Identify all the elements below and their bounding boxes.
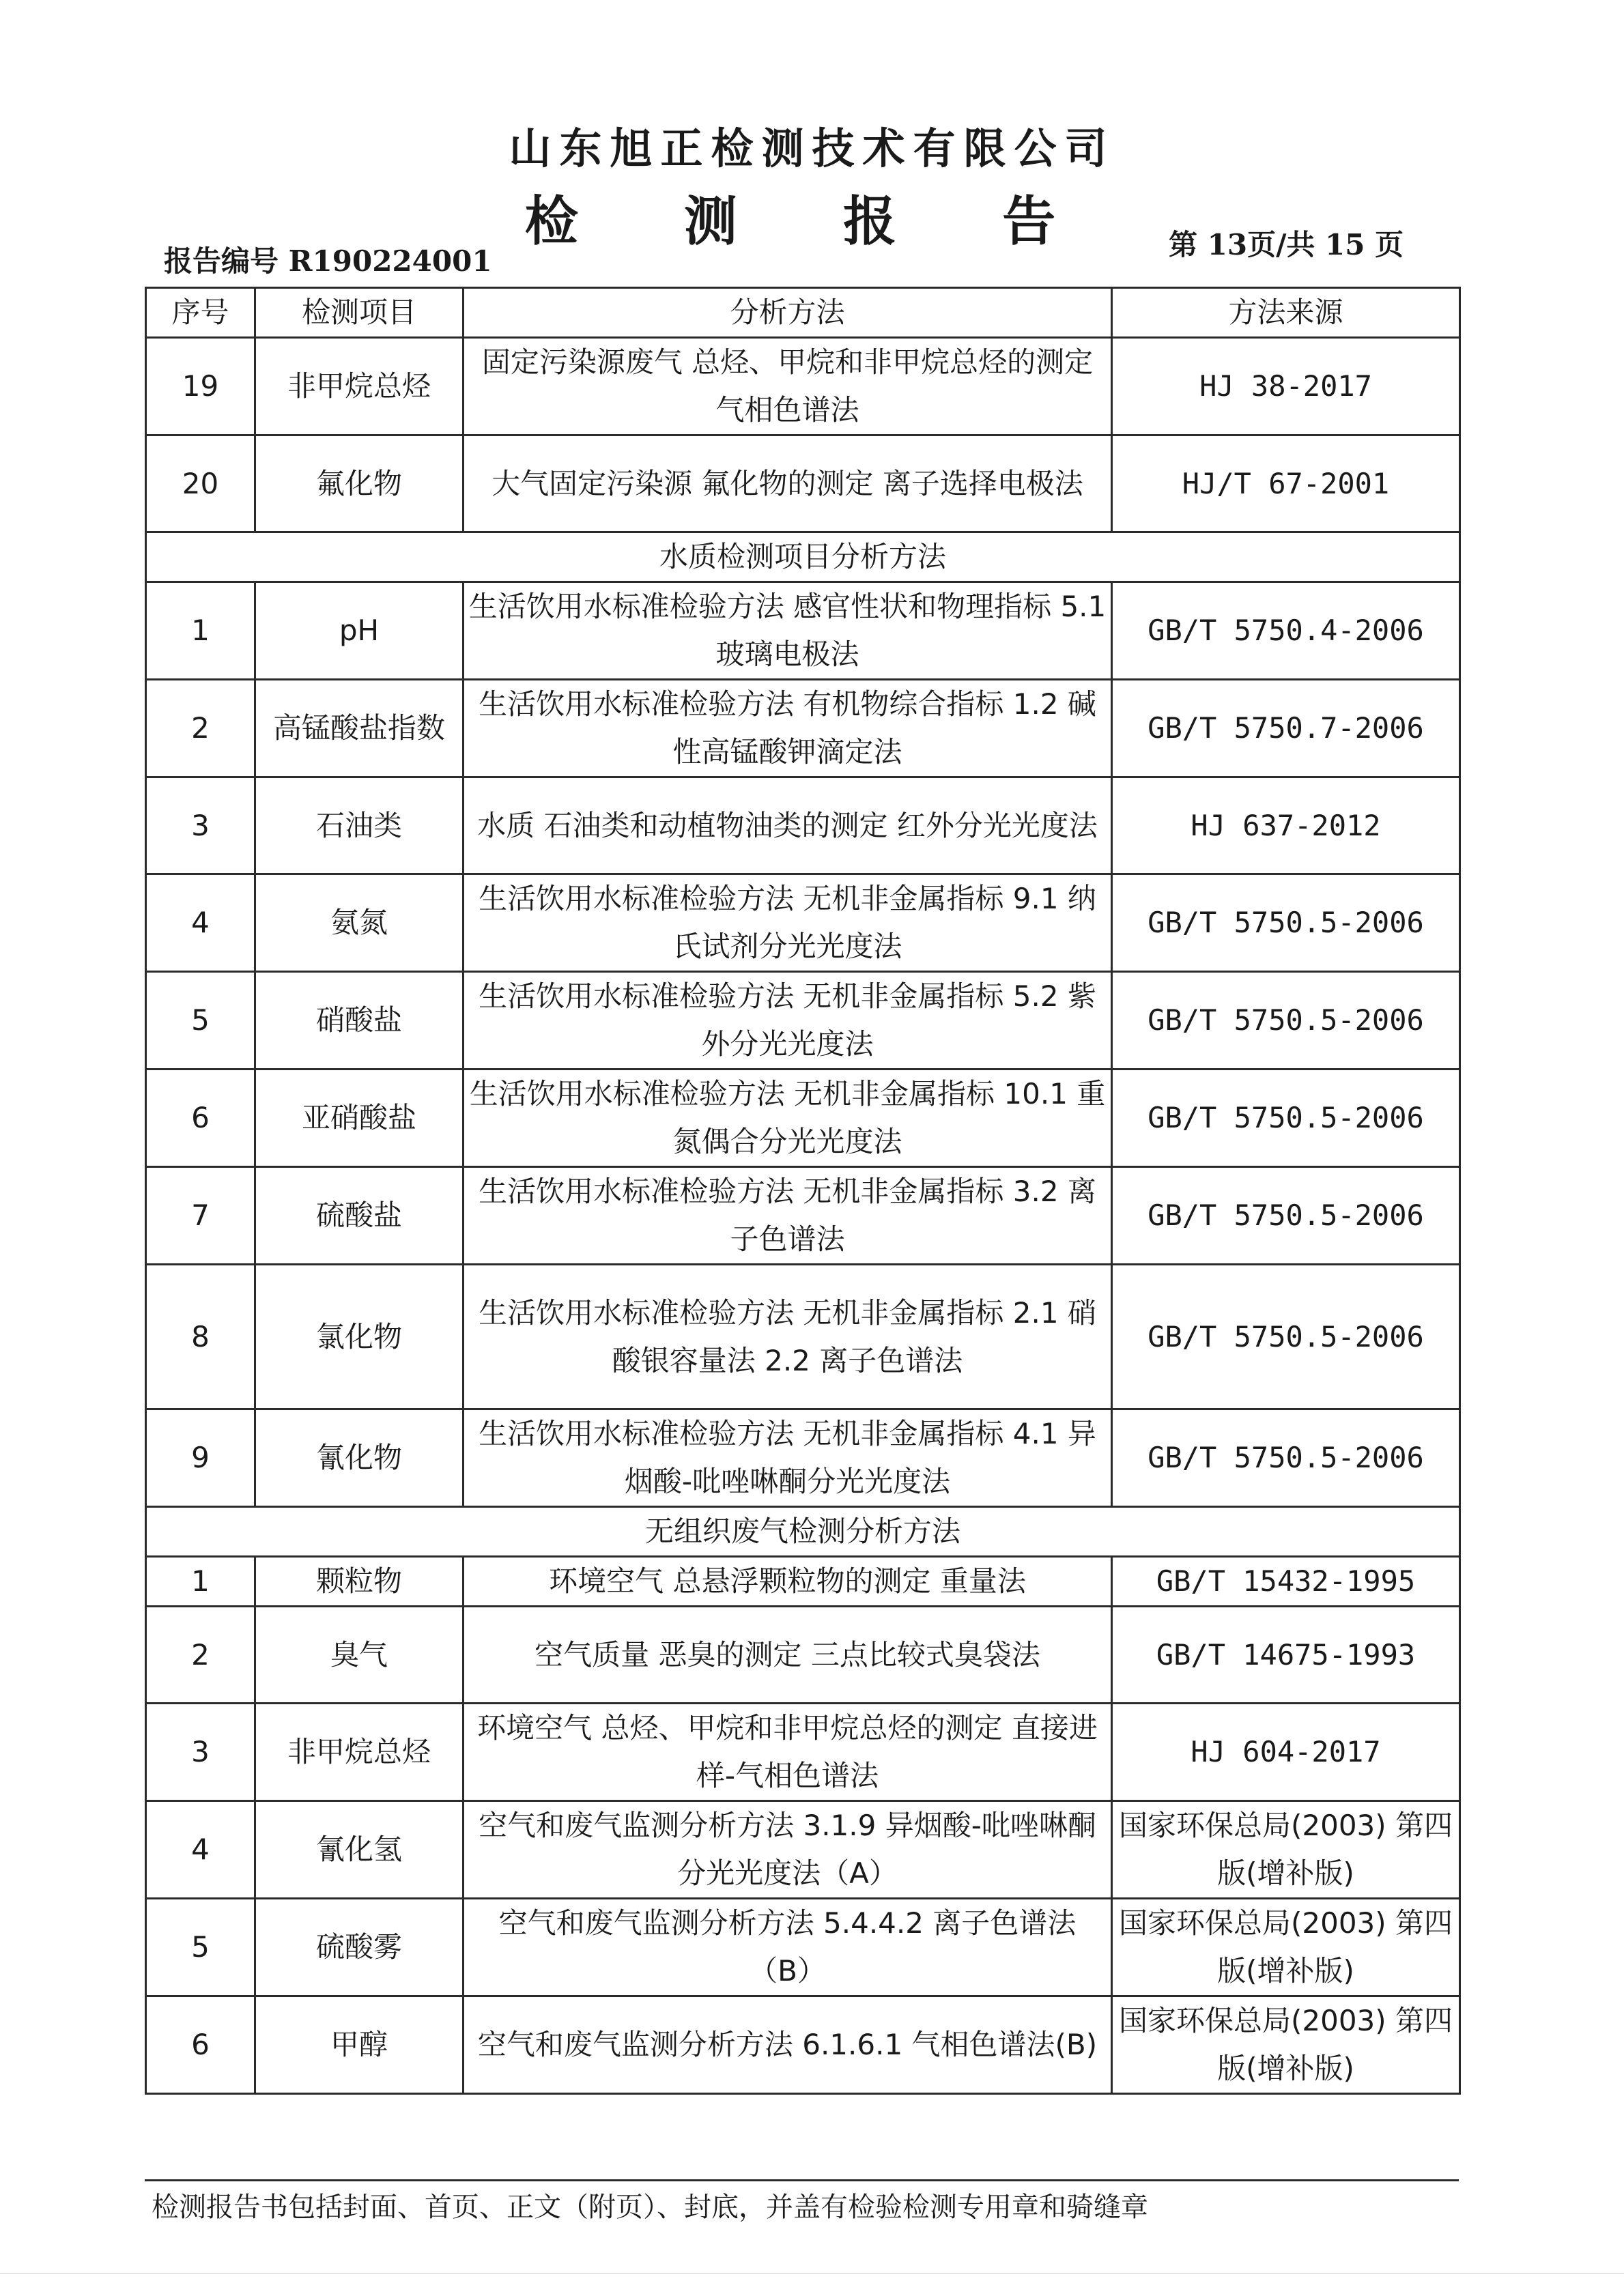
cell-method: 生活饮用水标准检验方法 无机非金属指标 9.1 纳氏试剂分光光度法	[464, 874, 1112, 972]
cell-no: 5	[146, 1899, 255, 1996]
section-title: 无组织废气检测分析方法	[146, 1507, 1460, 1557]
cell-method: 生活饮用水标准检验方法 无机非金属指标 2.1 硝酸银容量法 2.2 离子色谱法	[464, 1265, 1112, 1409]
cell-method: 生活饮用水标准检验方法 感官性状和物理指标 5.1 玻璃电极法	[464, 582, 1112, 680]
cell-method: 空气和废气监测分析方法 5.4.4.2 离子色谱法（B）	[464, 1899, 1112, 1996]
cell-no: 3	[146, 1704, 255, 1801]
cell-source: GB/T 5750.5-2006	[1112, 1265, 1460, 1409]
table-row	[146, 972, 1460, 1070]
cell-no: 1	[146, 1557, 255, 1607]
cell-item: 氯化物	[255, 1265, 464, 1409]
cell-no: 20	[146, 435, 255, 532]
cell-item: 臭气	[255, 1607, 464, 1704]
analysis-methods-table	[145, 287, 1461, 2095]
cell-item: 氰化氢	[255, 1801, 464, 1899]
cell-no: 1	[146, 582, 255, 680]
cell-no: 9	[146, 1409, 255, 1507]
section-header-row	[146, 532, 1460, 582]
cell-method: 生活饮用水标准检验方法 无机非金属指标 4.1 异烟酸-吡唑啉酮分光光度法	[464, 1409, 1112, 1507]
cell-no: 3	[146, 777, 255, 874]
table-row	[146, 1070, 1460, 1167]
cell-source: GB/T 5750.5-2006	[1112, 1167, 1460, 1265]
table-row	[146, 874, 1460, 972]
cell-item: 氰化物	[255, 1409, 464, 1507]
company-name: 山东旭正检测技术有限公司	[509, 124, 1115, 173]
cell-item: 亚硝酸盐	[255, 1070, 464, 1167]
table-row	[146, 1607, 1460, 1704]
cell-method: 大气固定污染源 氟化物的测定 离子选择电极法	[464, 435, 1112, 532]
cell-item: pH	[255, 582, 464, 680]
cell-method: 环境空气 总烃、甲烷和非甲烷总烃的测定 直接进样-气相色谱法	[464, 1704, 1112, 1801]
table-row	[146, 1265, 1460, 1409]
column-header-source: 方法来源	[1112, 288, 1460, 338]
column-header-method: 分析方法	[464, 288, 1112, 338]
cell-source: 国家环保总局(2003) 第四版(增补版)	[1112, 1801, 1460, 1899]
cell-item: 颗粒物	[255, 1557, 464, 1607]
cell-no: 6	[146, 1070, 255, 1167]
cell-no: 19	[146, 338, 255, 435]
report-number: 报告编号 R190224001	[164, 244, 492, 278]
cell-source: GB/T 5750.5-2006	[1112, 1070, 1460, 1167]
cell-source: GB/T 5750.5-2006	[1112, 874, 1460, 972]
cell-source: HJ 604-2017	[1112, 1704, 1460, 1801]
cell-item: 硫酸雾	[255, 1899, 464, 1996]
cell-no: 7	[146, 1167, 255, 1265]
cell-method: 生活饮用水标准检验方法 无机非金属指标 10.1 重氮偶合分光光度法	[464, 1070, 1112, 1167]
cell-source: 国家环保总局(2003) 第四版(增补版)	[1112, 1996, 1460, 2094]
cell-source: 国家环保总局(2003) 第四版(增补版)	[1112, 1899, 1460, 1996]
cell-no: 2	[146, 680, 255, 777]
cell-no: 5	[146, 972, 255, 1070]
cell-method: 生活饮用水标准检验方法 有机物综合指标 1.2 碱性高锰酸钾滴定法	[464, 680, 1112, 777]
column-header-no: 序号	[146, 288, 255, 338]
cell-method: 生活饮用水标准检验方法 无机非金属指标 3.2 离子色谱法	[464, 1167, 1112, 1265]
column-header-item: 检测项目	[255, 288, 464, 338]
cell-item: 硫酸盐	[255, 1167, 464, 1265]
cell-item: 非甲烷总烃	[255, 1704, 464, 1801]
table-row	[146, 1801, 1460, 1899]
cell-method: 空气和废气监测分析方法 6.1.6.1 气相色谱法(B)	[464, 1996, 1112, 2094]
section-title: 水质检测项目分析方法	[146, 532, 1460, 582]
cell-item: 高锰酸盐指数	[255, 680, 464, 777]
table-header-row	[146, 288, 1460, 338]
cell-no: 4	[146, 874, 255, 972]
table-row	[146, 777, 1460, 874]
table-row	[146, 1899, 1460, 1996]
cell-source: GB/T 5750.5-2006	[1112, 1409, 1460, 1507]
table-row	[146, 338, 1460, 435]
cell-source: GB/T 5750.4-2006	[1112, 582, 1460, 680]
table-row	[146, 1996, 1460, 2094]
cell-source: GB/T 5750.7-2006	[1112, 680, 1460, 777]
table-row	[146, 1167, 1460, 1265]
cell-item: 甲醇	[255, 1996, 464, 2094]
cell-item: 氟化物	[255, 435, 464, 532]
cell-source: GB/T 14675-1993	[1112, 1607, 1460, 1704]
cell-method: 生活饮用水标准检验方法 无机非金属指标 5.2 紫外分光光度法	[464, 972, 1112, 1070]
table-row	[146, 435, 1460, 532]
footer-divider	[145, 2179, 1459, 2181]
cell-source: HJ/T 67-2001	[1112, 435, 1460, 532]
report-title: 检 测 报 告	[524, 190, 1100, 253]
cell-source: GB/T 15432-1995	[1112, 1557, 1460, 1607]
page-number: 第 13页/共 15 页	[1169, 228, 1404, 261]
table-row	[146, 680, 1460, 777]
cell-source: HJ 38-2017	[1112, 338, 1460, 435]
table-row	[146, 1409, 1460, 1507]
cell-method: 水质 石油类和动植物油类的测定 红外分光光度法	[464, 777, 1112, 874]
section-header-row	[146, 1507, 1460, 1557]
page-bottom-rule	[0, 2273, 1624, 2274]
cell-source: GB/T 5750.5-2006	[1112, 972, 1460, 1070]
cell-no: 8	[146, 1265, 255, 1409]
table-row	[146, 1704, 1460, 1801]
table-row	[146, 1557, 1460, 1607]
cell-item: 非甲烷总烃	[255, 338, 464, 435]
cell-item: 硝酸盐	[255, 972, 464, 1070]
table-row	[146, 582, 1460, 680]
cell-item: 石油类	[255, 777, 464, 874]
cell-source: HJ 637-2012	[1112, 777, 1460, 874]
cell-item: 氨氮	[255, 874, 464, 972]
cell-method: 固定污染源废气 总烃、甲烷和非甲烷总烃的测定 气相色谱法	[464, 338, 1112, 435]
cell-no: 6	[146, 1996, 255, 2094]
cell-method: 空气质量 恶臭的测定 三点比较式臭袋法	[464, 1607, 1112, 1704]
cell-method: 环境空气 总悬浮颗粒物的测定 重量法	[464, 1557, 1112, 1607]
cell-no: 2	[146, 1607, 255, 1704]
cell-no: 4	[146, 1801, 255, 1899]
footer-note: 检测报告书包括封面、首页、正文（附页）、封底，并盖有检验检测专用章和骑缝章	[152, 2192, 1148, 2223]
cell-method: 空气和废气监测分析方法 3.1.9 异烟酸-吡唑啉酮分光光度法（A）	[464, 1801, 1112, 1899]
